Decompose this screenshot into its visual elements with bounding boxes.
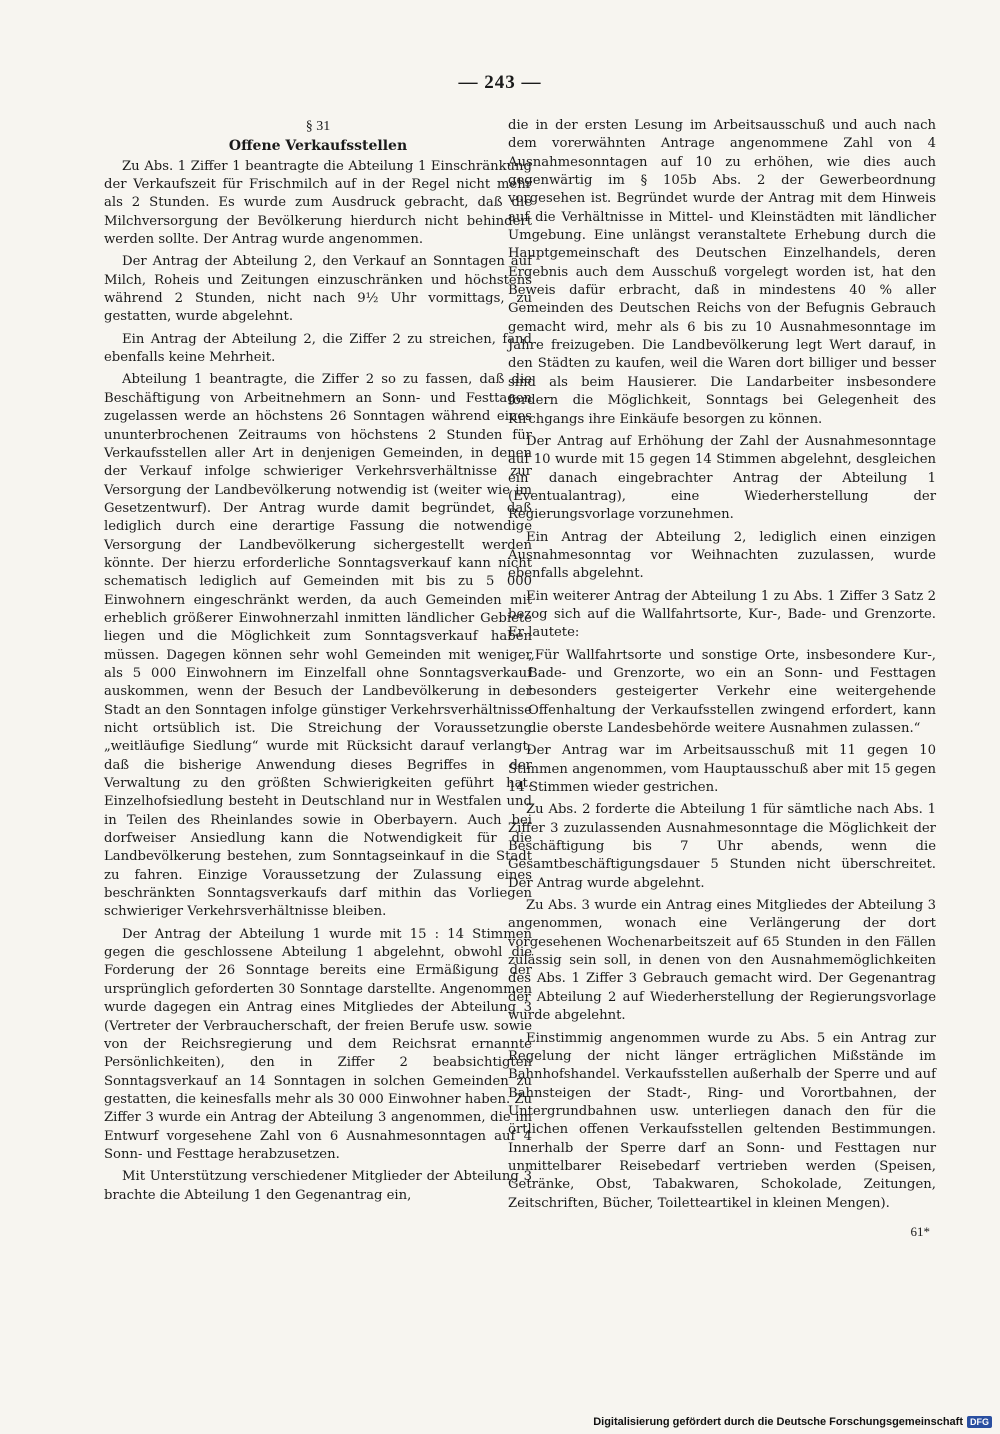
- section-number: § 31: [305, 119, 331, 134]
- paragraph: Ein weiterer Antrag der Abteilung 1 zu Abs. 1 Ziffer 3 Satz 2 bezog sich auf die Wallfahrtsorte, Kur-, Bade- und Grenzorte. Er lautete:: [508, 588, 936, 641]
- paragraph: Ein Antrag der Abteilung 2, die Ziffer 2 zu streichen, fand ebenfalls keine Mehrheit.: [104, 331, 532, 366]
- paragraph: Einstimmig angenommen wurde zu Abs. 5 ein Antrag zur Regelung der nicht länger erträglichen Mißstände im Bahnhofshandel. Verkaufsstellen außerhalb der Sperre und auf Bahnsteigen der Stadt-, Ring- und Vorortbahnen, der Untergrundbahnen usw. unterliegen danach den für die örtlichen offenen Verkaufsstellen geltenden Bestimmungen. Innerhalb der Sperre darf an Sonn- und Festtagen nur unmittelbarer Reisebedarf vertrieben werden (Speisen, Getränke, Obst, Tabakwaren, Schokolade, Zeitungen, Zeitschriften, Bücher, Toiletteartikel in kleinen Mengen).: [508, 1030, 936, 1211]
- block-quote: „Für Wallfahrtsorte und sonstige Orte, insbesondere Kur-, Bade- und Grenzorte, wo ein an Sonn- und Festtagen besonders gesteigerter Verkehr eine weitergehende Offenhaltung der Verkaufsstellen zwingend erfordert, kann die oberste Landesbehörde weitere Ausnahmen zulassen.“: [528, 647, 936, 736]
- digitization-credit: [593, 1416, 992, 1428]
- section-title: Offene Verkaufsstellen: [228, 138, 408, 155]
- left-column: [104, 118, 532, 1209]
- paragraph: Zu Abs. 1 Ziffer 1 beantragte die Abteilung 1 Einschränkung der Verkaufszeit für Frischmilch auf in der Regel nicht mehr als 2 Stunden. Es wurde zum Ausdruck gebracht, daß die Milchversorgung der Bevölkerung hierdurch nicht behindert werden sollte. Der Antrag wurde angenommen.: [104, 158, 532, 248]
- paragraph: Zu Abs. 2 forderte die Abteilung 1 für sämtliche nach Abs. 1 Ziffer 3 zuzulassenden Ausnahmesonntage die Möglichkeit der Beschäftigung bis 7 Uhr abends, wenn die Gesamtbeschäftigungsdauer 5 Stunden nicht überschreitet. Der Antrag wurde abgelehnt.: [508, 802, 936, 891]
- paragraph: Abteilung 1 beantragte, die Ziffer 2 so zu fassen, daß die Beschäftigung von Arbeitnehmern an Sonn- und Festtagen zugelassen werde an höchstens 26 Sonntagen während eines ununterbrochenen Zeitraums von höchstens 2 Stunden für Verkaufsstellen aller Art in denjenigen Gemeinden, in denen der Verkauf infolge schwieriger Verkehrsverhältnisse zur Versorgung der Landbevölkerung notwendig ist (weiter wie im Gesetzentwurf). Der Antrag wurde damit begründet, daß lediglich durch eine derartige Fassung die notwendige Versorgung der Landbevölkerung sichergestellt werden könnte. Der hierzu erforderliche Sonntagsverkauf kann nicht schematisch lediglich auf Gemeinden mit bis zu 5 000 Einwohnern eingeschränkt werden, da auch Gemeinden mit erheblich größerer Einwohnerzahl inmitten ländlicher Gebiete liegen und die Möglichkeit zum Sonntagsverkauf haben müssen. Dagegen können sehr wohl Gemeinden mit weniger als 5 000 Einwohnern im Einzelfall ohne Sonntagsverkauf auskommen, wenn der Besuch der Landbevölkerung in der Stadt an den Sonntagen infolge günstiger Verkehrsverhältnisse nicht ortsüblich ist. Die Streichung der Voraussetzung „weitläufige Siedlung“ wurde mit Rücksicht darauf verlangt, daß die bisherige Anwendung dieses Begriffes in der Verwaltung zu den größten Schwierigkeiten geführt hat. Einzelhofsiedlung besteht in Deutschland nur in Westfalen und in Teilen des Rheinlandes sowie in Oberbayern. Auch bei dorfweiser Ansiedlung kann die Notwendigkeit für die Landbevölkerung bestehen, zum Sonntagseinkauf in die Stadt zu fahren. Einzige Voraussetzung der Zulassung eines beschränkten Sonntagsverkaufs darf mithin das Vorliegen schwieriger Verkehrsverhältnisse bleiben.: [104, 372, 532, 920]
- paragraph: Der Antrag war im Arbeitsausschuß mit 11 gegen 10 Stimmen angenommen, vom Hauptausschuß aber mit 15 gegen 14 Stimmen wieder gestrichen.: [508, 743, 936, 796]
- dfg-logo: DFG: [967, 1416, 992, 1428]
- paragraph: Der Antrag der Abteilung 1 wurde mit 15 : 14 Stimmen gegen die geschlossene Abteilung 1 abgelehnt, obwohl die Forderung der 26 Sonntage bereits eine Ermäßigung der ursprünglich geforderten 30 Sonntage darstellte. Angenommen wurde dagegen ein Antrag eines Mitgliedes der Abteilung 3 (Vertreter der Verbraucherschaft, der freien Berufe usw. sowie von der Reichsregierung und dem Reichsrat ernannte Persönlichkeiten), den in Ziffer 2 beabsichtigten Sonntagsverkauf an 14 Sonntagen in solchen Gemeinden zu gestatten, die keinesfalls mehr als 30 000 Einwohner haben. Zu Ziffer 3 wurde ein Antrag der Abteilung 3 angenommen, die im Entwurf vorgesehene Zahl von 6 Ausnahmesonntagen auf 4 Sonn- und Festtage herabzusetzen.: [104, 926, 532, 1162]
- paragraph: die in der ersten Lesung im Arbeitsausschuß und auch nach dem vorerwähnten Antrage angenommene Zahl von 4 Ausnahmesonntagen auf 10 zu erhöhen, wie dies auch gegenwärtig im § 105b Abs. 2 der Gewerbeordnung vorgesehen ist. Begründet wurde der Antrag mit dem Hinweis auf die Verhältnisse in Mittel- und Kleinstädten mit ländlicher Umgebung. Eine unlängst veranstaltete Erhebung durch die Hauptgemeinschaft des Deutschen Einzelhandels, deren Ergebnis auch dem Ausschuß vorgelegt worden ist, hat den Beweis dafür erbracht, daß in mindestens 40 % aller Gemeinden des Deutschen Reichs von der Befugnis Gebrauch gemacht wird, mehr als 6 bis zu 10 Ausnahmesonntage im Jahre freizugeben. Die Landbevölkerung legt Wert darauf, in den Städten zu kaufen, weil die Waren dort billiger und besser sind als beim Hausierer. Die Landarbeiter insbesondere fordern die Möglichkeit, Sonntags bei Gelegenheit des Kirchgangs ihre Einkäufe besorgen zu können.: [508, 118, 936, 427]
- paragraph: Mit Unterstützung verschiedener Mitglieder der Abteilung 3 brachte die Abteilung 1 den Gegenantrag ein,: [104, 1169, 532, 1203]
- paragraph: Der Antrag der Abteilung 2, den Verkauf an Sonntagen auf Milch, Roheis und Zeitungen einzuschränken und höchstens während 2 Stunden, nicht nach 9½ Uhr vormittags, zu gestatten, wurde abgelehnt.: [104, 254, 532, 325]
- credit-text: Digitalisierung gefördert durch die Deutsche Forschungsgemeinschaft: [593, 1416, 963, 1428]
- page-number: — 243 —: [458, 72, 542, 93]
- paragraph: Der Antrag auf Erhöhung der Zahl der Ausnahmesonntage auf 10 wurde mit 15 gegen 14 Stimmen abgelehnt, desgleichen ein danach eingebrachter Antrag der Abteilung 1 (Eventualantrag), eine Wiederherstellung der Regierungsvorlage vorzunehmen.: [508, 433, 936, 523]
- paragraph: Zu Abs. 3 wurde ein Antrag eines Mitgliedes der Abteilung 3 angenommen, wonach eine Verlängerung der dort vorgesehenen Wochenarbeitszeit auf 65 Stunden in den Fällen zulässig sein soll, in denen von den Ausnahmemöglichkeiten des Abs. 1 Ziffer 3 Gebrauch gemacht wird. Der Gegenantrag der Abteilung 2 auf Wiederherstellung der Regierungsvorlage wurde abgelehnt.: [508, 898, 936, 1024]
- signature-mark: 61*: [910, 1223, 930, 1239]
- right-column: [508, 117, 936, 1241]
- paragraph: Ein Antrag der Abteilung 2, lediglich einen einzigen Ausnahmesonntag vor Weihnachten zuzulassen, wurde ebenfalls abgelehnt.: [508, 529, 936, 582]
